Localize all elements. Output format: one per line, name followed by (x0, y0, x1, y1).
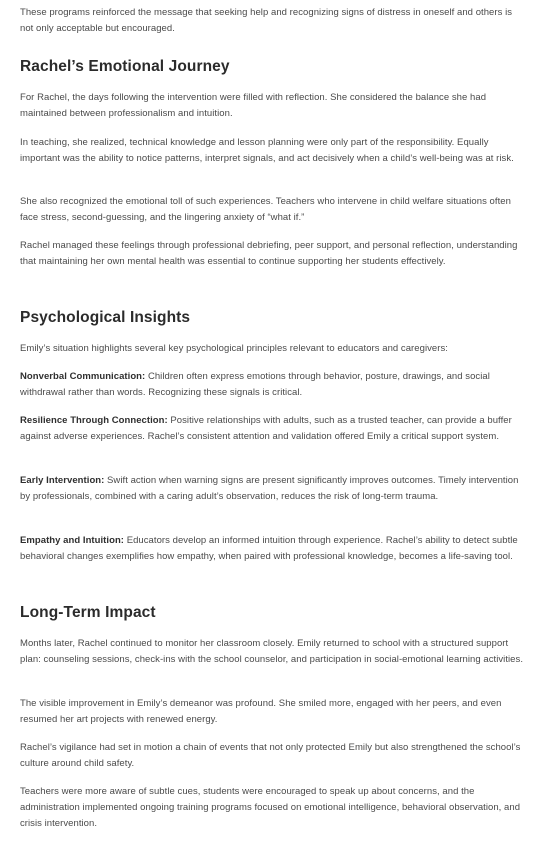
paragraph: She also recognized the emotional toll of such experiences. Teachers who intervene in child welfare situations often face stress, second-guessing, and the lingering anxiety of “what if.” (20, 196, 511, 223)
paragraph: Months later, Rachel continued to monitor her classroom closely. Emily returned to school with a structured support plan: counseling sessions, check-ins with the school counselor, and participation in social-emotional learning activities. (20, 638, 524, 665)
intro-paragraph: These programs reinforced the message that seeking help and recognizing signs of distress in oneself and others is not only acceptable but encouraged. (20, 7, 513, 34)
insight-text: Children often express emotions through behavior, posture, drawings, and social withdrawal rather than words. Recognizing these signals is critical. (20, 371, 490, 398)
paragraph: In teaching, she realized, technical knowledge and lesson planning were only part of the responsibility. Equally important was the ability to notice patterns, interpret signals, and act decisively when a child’s well-being was at risk. (20, 137, 514, 164)
heading-psychological-insights: Psychological Insights (20, 309, 191, 326)
paragraph: Rachel managed these feelings through professional debriefing, peer support, and personal reflection, understanding that maintaining her own mental health was essential to continue supporting her students effectively. (20, 240, 518, 267)
insight-item (20, 369, 528, 401)
paragraph: Rachel’s vigilance had set in motion a chain of events that not only protected Emily but also strengthened the school’s culture around child safety. (20, 742, 521, 769)
insight-term: Early Intervention: (20, 475, 105, 486)
insight-text: Swift action when warning signs are present significantly improves outcomes. Timely intervention by professionals, combined with a caring adult’s observation, reduces the risk of long-term trauma. (20, 475, 519, 502)
paragraph: Teachers were more aware of subtle cues, students were encouraged to speak up about concerns, and the administration implemented ongoing training programs focused on emotional intelligence, behavioral observation, and crisis intervention. (20, 786, 521, 829)
insight-term: Nonverbal Communication: (20, 371, 146, 382)
heading-long-term-impact: Long-Term Impact (20, 604, 156, 621)
insight-term: Resilience Through Connection: (20, 415, 168, 426)
insight-text: Educators develop an informed intuition through experience. Rachel’s ability to detect subtle behavioral changes exemplifies how empathy, when paired with professional knowledge, becomes a life-saving tool. (20, 535, 518, 562)
insight-term: Empathy and Intuition: (20, 535, 125, 546)
paragraph: Emily’s situation highlights several key psychological principles relevant to educators and caregivers: (20, 343, 448, 354)
insight-item (20, 473, 528, 505)
paragraph: For Rachel, the days following the intervention were filled with reflection. She considered the balance she had maintained between professionalism and intuition. (20, 92, 487, 119)
heading-emotional-journey: Rachel’s Emotional Journey (20, 58, 230, 75)
insight-item (20, 413, 528, 445)
insight-text: Positive relationships with adults, such as a trusted teacher, can provide a buffer against adverse experiences. Rachel’s consistent attention and validation offered Emily a critical support system. (20, 415, 512, 442)
insight-item (20, 533, 528, 565)
paragraph: The visible improvement in Emily’s demeanor was profound. She smiled more, engaged with her peers, and even resumed her art projects with renewed energy. (20, 698, 502, 725)
